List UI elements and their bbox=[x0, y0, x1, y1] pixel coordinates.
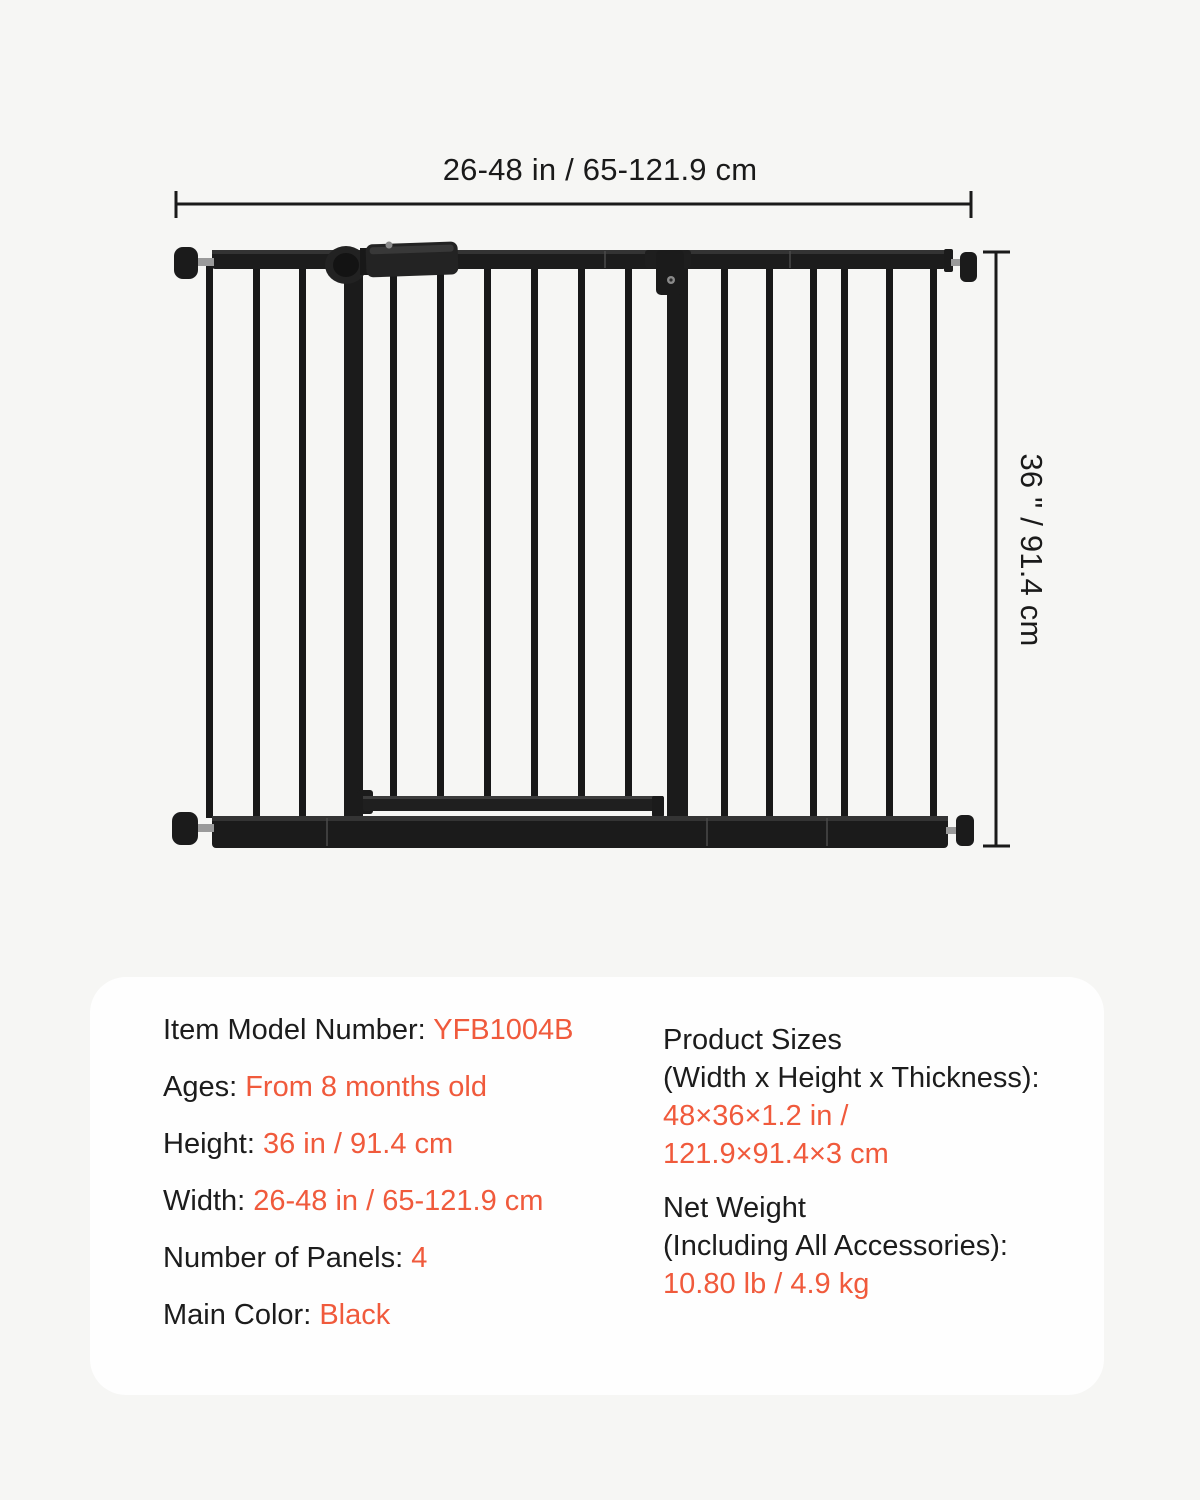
spec-value: 36 in / 91.4 cm bbox=[262, 1128, 454, 1160]
width-dimension-line bbox=[176, 191, 971, 218]
spec-label-line: (Width x Height x Thickness): bbox=[663, 1062, 1040, 1094]
spec-value-line: 10.80 lb / 4.9 kg bbox=[663, 1268, 870, 1300]
spec-row-model bbox=[163, 1015, 574, 1045]
spec-label-line: Product Sizes bbox=[663, 1024, 842, 1056]
spec-value-line: 48×36×1.2 in / bbox=[663, 1100, 849, 1132]
spec-label: Ages: bbox=[163, 1071, 246, 1103]
spec-label: Width: bbox=[163, 1185, 254, 1217]
width-dimension-label: 26-48 in / 65-121.9 cm bbox=[442, 152, 758, 187]
spec-row-ages bbox=[163, 1072, 574, 1102]
spec-value: From 8 months old bbox=[245, 1071, 487, 1103]
pressure-knob-top-right-icon bbox=[944, 249, 977, 282]
gate-left-panel-bars bbox=[206, 262, 306, 818]
gate-door-crossbar bbox=[357, 790, 664, 817]
spec-row-panels bbox=[163, 1243, 574, 1273]
spec-value: Black bbox=[319, 1299, 391, 1331]
spec-row-color bbox=[163, 1300, 574, 1330]
spec-value-line: 121.9×91.4×3 cm bbox=[663, 1138, 889, 1170]
spec-label: Item Model Number: bbox=[163, 1014, 434, 1046]
spec-label: Height: bbox=[163, 1128, 263, 1160]
spec-label-line: Net Weight bbox=[663, 1192, 806, 1224]
gate-top-rail bbox=[212, 250, 946, 269]
gate-door-bars bbox=[390, 264, 632, 798]
spec-label: Main Color: bbox=[163, 1299, 320, 1331]
gate-latch-handle-icon bbox=[360, 241, 459, 277]
baby-gate-illustration bbox=[172, 241, 977, 848]
spec-label: Number of Panels: bbox=[163, 1242, 412, 1274]
spec-row-height bbox=[163, 1129, 574, 1159]
height-dimension-line bbox=[983, 252, 1010, 846]
spec-value: 4 bbox=[411, 1242, 428, 1274]
spec-block-net-weight bbox=[663, 1189, 1040, 1303]
spec-value: YFB1004B bbox=[433, 1014, 574, 1046]
pressure-knob-bottom-right-icon bbox=[946, 815, 974, 846]
gate-door-right-post bbox=[667, 266, 688, 816]
spec-block-product-sizes bbox=[663, 1021, 1040, 1173]
spec-label-line: (Including All Accessories): bbox=[663, 1230, 1008, 1262]
spec-card bbox=[90, 977, 1104, 1395]
gate-door-left-post bbox=[344, 262, 363, 816]
spec-column-right bbox=[663, 1021, 1040, 1319]
spec-row-width bbox=[163, 1186, 574, 1216]
gate-right-panel-bars bbox=[721, 266, 937, 818]
spec-column-left bbox=[163, 1015, 574, 1357]
spec-value: 26-48 in / 65-121.9 cm bbox=[253, 1185, 544, 1217]
height-dimension-label: 36 " / 91.4 cm bbox=[1014, 453, 1049, 647]
gate-bottom-rail bbox=[212, 816, 948, 848]
